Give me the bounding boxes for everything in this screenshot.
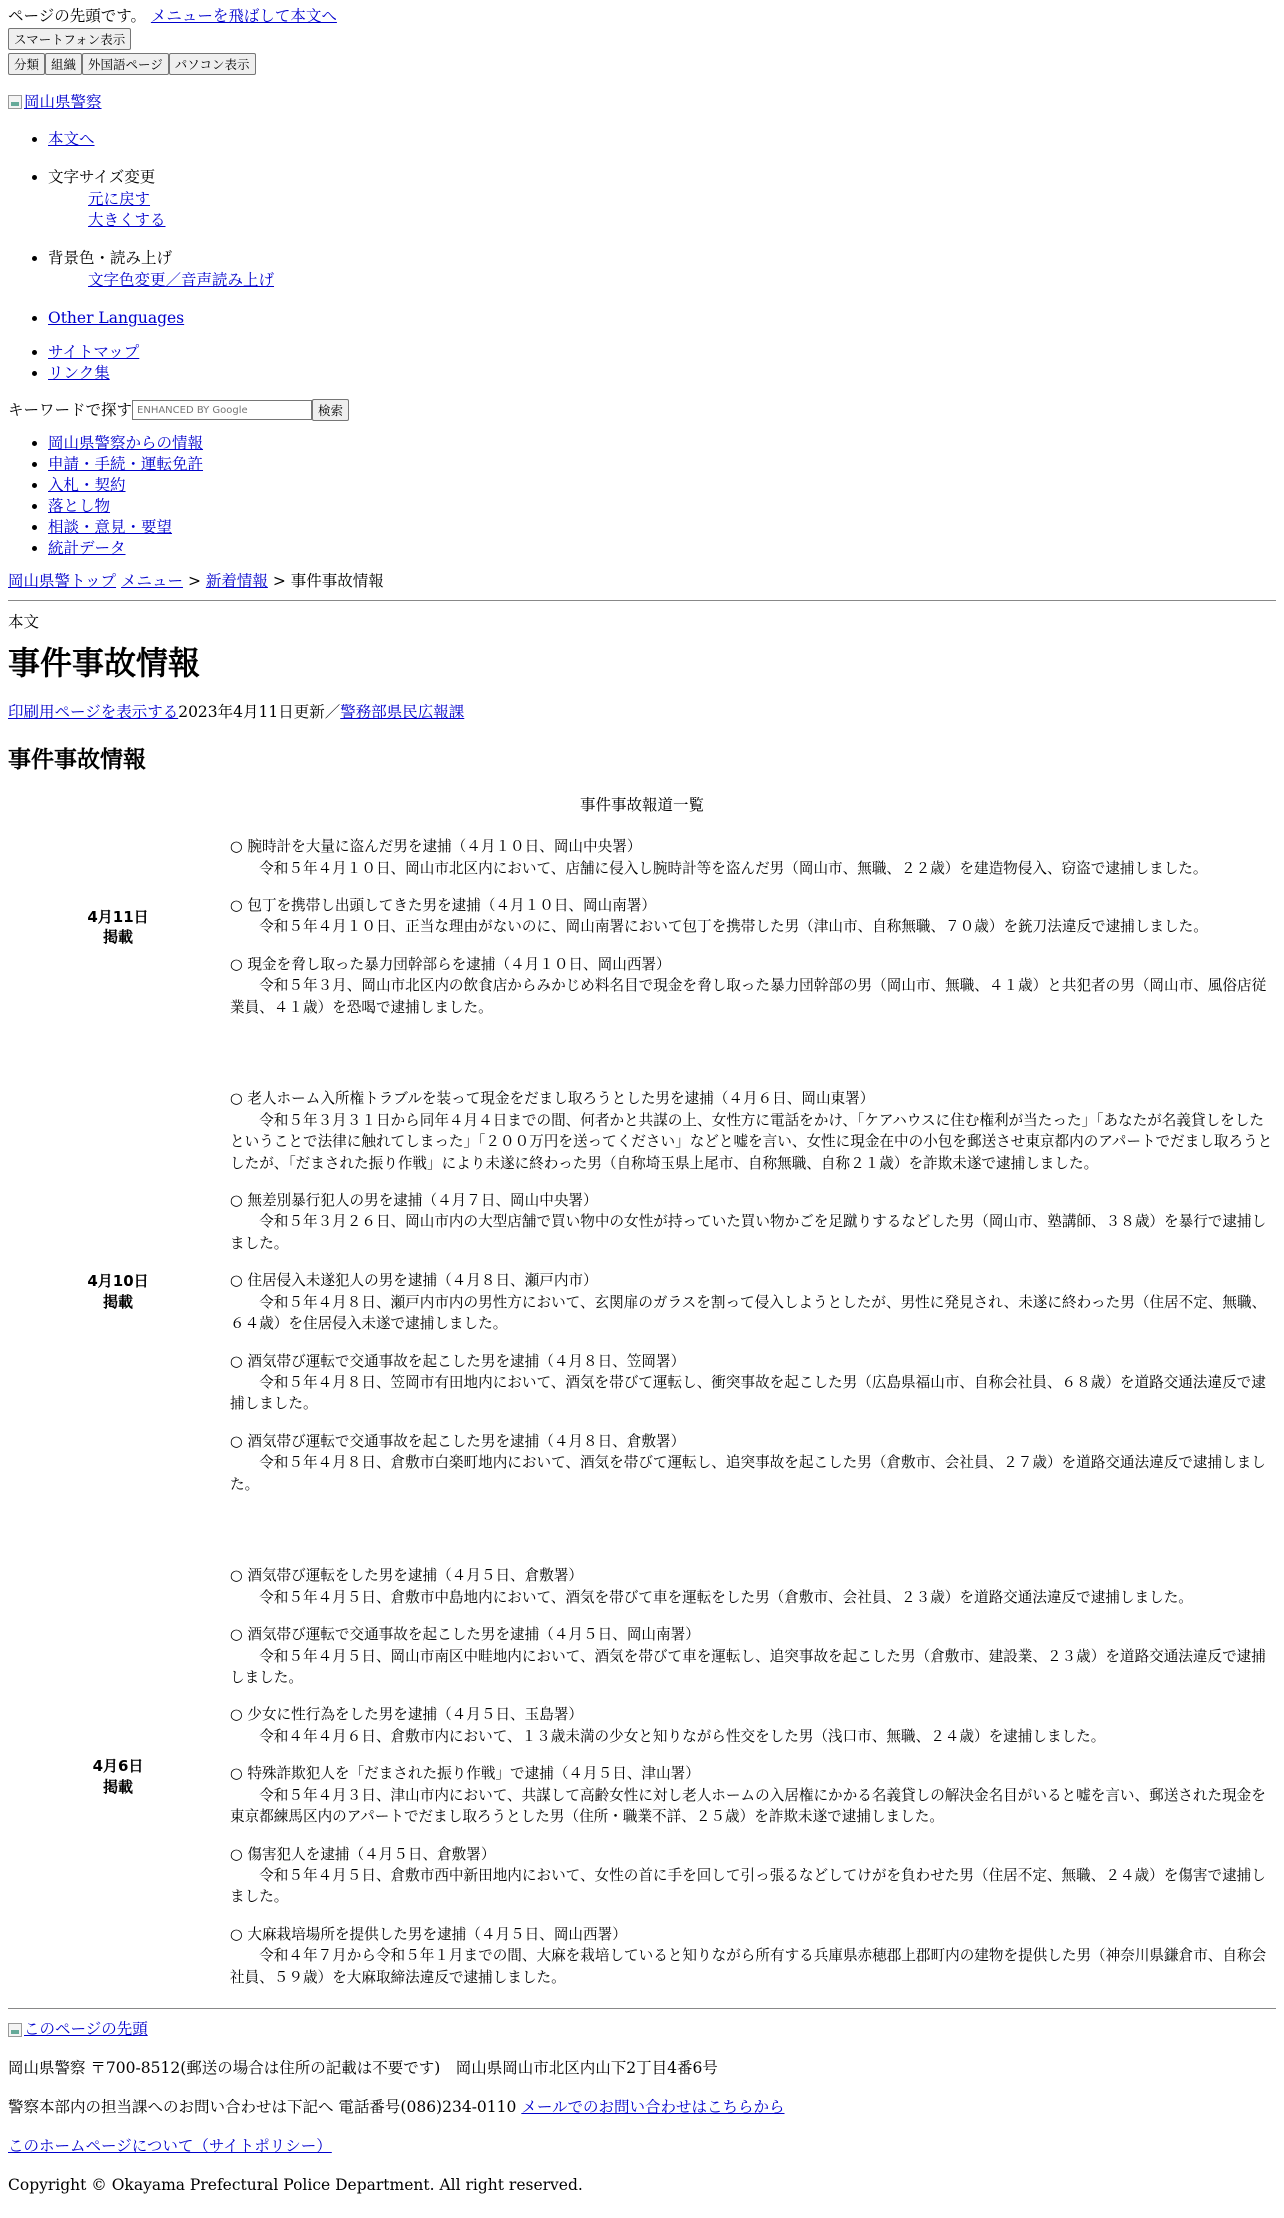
logo-image-icon xyxy=(8,95,22,109)
incident-item xyxy=(230,1351,1274,1415)
breadcrumb-top[interactable]: 岡山県警トップ xyxy=(8,571,117,590)
toolbox-item-languages xyxy=(48,308,1276,329)
arrow-up-icon xyxy=(8,2023,22,2037)
category-button[interactable]: 分類 xyxy=(8,53,45,75)
incident-body: 令和５年４月５日、倉敷市中島地内において、酒気を帯びて車を運転をした男（倉敷市、会社員、２３歳）を道路交通法違反で逮捕しました。 xyxy=(259,1588,1193,1606)
section-title: 事件事故情報 xyxy=(8,747,146,774)
incident-body: 令和５年４月５日、倉敷市西中新田地内において、女性の首に手を回して引っ張るなどしてけがを負わせた男（住居不定、無職、２４歳）を傷害で逮捕しました。 xyxy=(230,1867,1266,1906)
date-cell xyxy=(8,1547,228,2006)
page-top-link-wrap[interactable] xyxy=(8,2019,1276,2040)
contact-text: 警察本部内の担当課へのお問い合わせは下記へ 電話番号(086)234-0110 xyxy=(8,2098,522,2117)
incident-title: ○ 少女に性行為をした男を逮捕（４月５日、玉島署） xyxy=(230,1706,584,1724)
contact-mail-link[interactable]: メールでのお問い合わせはこちらから xyxy=(521,2098,785,2117)
global-nav xyxy=(8,433,1276,559)
incident-item xyxy=(230,1763,1274,1827)
incident-item xyxy=(230,954,1274,1018)
search-button[interactable]: 検索 xyxy=(312,399,349,421)
site-policy-link[interactable]: このホームページについて（サイトポリシー） xyxy=(8,2136,332,2155)
footer-contact xyxy=(8,2097,1276,2118)
nav-item-consultation[interactable]: 相談・意見・要望 xyxy=(48,517,173,536)
incident-item xyxy=(230,1624,1274,1688)
publish-suffix: 掲載 xyxy=(102,928,133,947)
links-link[interactable]: リンク集 xyxy=(48,364,110,383)
breadcrumb-current: 事件事故情報 xyxy=(290,571,384,590)
breadcrumb-separator: > xyxy=(272,571,286,590)
site-logo[interactable] xyxy=(8,91,1276,113)
incident-item xyxy=(230,1270,1274,1334)
utility-buttons xyxy=(8,53,1276,75)
skip-to-content-link[interactable]: メニューを飛ばして本文へ xyxy=(150,7,337,25)
incident-body: 令和５年４月５日、岡山市南区中畦地内において、酒気を帯びて車を運転し、追突事故を起こした男（倉敷市、建設業、２３歳）を道路交通法違反で逮捕しました。 xyxy=(230,1647,1266,1686)
incident-title: ○ 腕時計を大量に盗んだ男を逮捕（４月１０日、岡山中央署） xyxy=(230,838,642,856)
pc-view-button[interactable]: パソコン表示 xyxy=(169,53,256,75)
search-box xyxy=(8,399,1276,421)
breadcrumb-menu[interactable]: メニュー xyxy=(120,571,183,590)
incident-item xyxy=(230,836,1274,879)
table-row xyxy=(8,1547,1276,2006)
print-page-link[interactable]: 印刷用ページを表示する xyxy=(8,703,179,722)
incident-item xyxy=(230,1924,1274,1988)
divider xyxy=(8,2008,1276,2009)
incident-item xyxy=(230,1431,1274,1495)
update-info xyxy=(8,702,1276,723)
department-link[interactable]: 警務部県民広報課 xyxy=(340,703,465,722)
font-reset-link[interactable]: 元に戻す xyxy=(88,189,151,208)
page-title: 事件事故情報 xyxy=(8,643,201,682)
incident-title: ○ 現金を脅し取った暴力団幹部らを逮捕（４月１０日、岡山西署） xyxy=(230,955,671,973)
items-cell xyxy=(228,1070,1276,1513)
publish-date: 4月6日 xyxy=(92,1757,144,1776)
toolbox-item-main xyxy=(48,129,1276,150)
publish-suffix: 掲載 xyxy=(102,1292,133,1311)
font-size-label: 文字サイズ変更 xyxy=(48,167,156,186)
page-top-line xyxy=(8,6,1276,26)
color-label: 背景色・読み上げ xyxy=(48,248,173,267)
incident-item xyxy=(230,1190,1274,1254)
incident-title: ○ 傷害犯人を逮捕（４月５日、倉敷署） xyxy=(230,1845,496,1863)
group-spacer xyxy=(8,1513,1276,1547)
update-date: 2023年4月11日更新／ xyxy=(178,703,341,722)
incident-title: ○ 大麻栽培場所を提供した男を逮捕（４月５日、岡山西署） xyxy=(230,1925,627,1943)
page-top-link[interactable]: このページの先頭 xyxy=(24,2020,148,2039)
incident-body: 令和５年４月８日、倉敷市白楽町地内において、酒気を帯びて運転し、追突事故を起こした男（倉敷市、会社員、２７歳）を道路交通法違反で逮捕しました。 xyxy=(230,1454,1266,1493)
to-main-link[interactable]: 本文へ xyxy=(48,130,95,148)
smartphone-view-button[interactable]: スマートフォン表示 xyxy=(8,28,131,50)
nav-item-bidding[interactable]: 入札・契約 xyxy=(48,476,126,495)
divider xyxy=(8,600,1276,601)
group-spacer xyxy=(8,1036,1276,1070)
main-label: 本文 xyxy=(8,612,40,631)
sitemap-link[interactable]: サイトマップ xyxy=(48,343,140,362)
incident-title: ○ 酒気帯び運転で交通事故を起こした男を逮捕（４月８日、倉敷署） xyxy=(230,1432,686,1450)
nav-item-applications[interactable]: 申請・手続・運転免許 xyxy=(48,455,204,474)
breadcrumb-separator: > xyxy=(187,571,201,590)
table-row xyxy=(8,818,1276,1036)
incident-title: ○ 包丁を携帯し出頭してきた男を逮捕（４月１０日、岡山南署） xyxy=(230,897,657,915)
page-top-text: ページの先頭です。 xyxy=(8,7,146,25)
incident-title: ○ 無差別暴行犯人の男を逮捕（４月７日、岡山中央署） xyxy=(230,1191,598,1209)
color-voice-link[interactable]: 文字色変更／音声読み上げ xyxy=(88,270,275,289)
toolbox-item-color xyxy=(48,248,1276,291)
incident-body: 令和５年３月２６日、岡山市内の大型店舗で買い物中の女性が持っていた買い物かごを足蹴りするなどした男（岡山市、塾講師、３８歳）を暴行で逮捕しました。 xyxy=(230,1213,1267,1252)
incident-item xyxy=(230,1565,1274,1608)
site-links xyxy=(8,342,1276,384)
organization-button[interactable]: 組織 xyxy=(45,53,82,75)
incident-title: ○ 酒気帯び運転をした男を逮捕（４月５日、倉敷署） xyxy=(230,1567,584,1585)
incident-title: ○ 酒気帯び運転で交通事故を起こした男を逮捕（４月５日、岡山南署） xyxy=(230,1626,700,1644)
breadcrumb xyxy=(8,571,1276,592)
font-larger-link[interactable]: 大きくする xyxy=(88,210,166,229)
incident-table xyxy=(8,818,1276,2006)
nav-item-statistics[interactable]: 統計データ xyxy=(48,538,126,557)
nav-item-police-info[interactable]: 岡山県警察からの情報 xyxy=(48,434,204,453)
incident-body: 令和５年３月３１日から同年４月４日までの間、何者かと共謀の上、女性方に電話をかけ、「ケアハウスに住む権利が当たった」「あなたが名義貸しをしたということで法律に触れてしまった」「２００万円を送ってください」などと嘘を言い、女性に現金在中の小包を郵送させ東京都内のアパートでだまし取ろうとしたが、「だまされた振り作戦」により未遂に終わった男（自称埼玉県上尾市、自称無職、自称２１歳）を詐欺未遂で逮捕しました。 xyxy=(230,1111,1273,1172)
date-cell xyxy=(8,1070,228,1513)
search-label: キーワードで探す xyxy=(8,400,133,419)
items-cell xyxy=(228,818,1276,1036)
incident-body: 令和５年４月８日、笠岡市有田地内において、酒気を帯びて運転し、衝突事故を起こした男（広島県福山市、自称会社員、６８歳）を道路交通法違反で逮捕しました。 xyxy=(230,1374,1266,1413)
incident-body: 令和５年４月１０日、正当な理由がないのに、岡山南署において包丁を携帯した男（津山市、自称無職、７０歳）を銃刀法違反で逮捕しました。 xyxy=(259,918,1208,936)
table-row xyxy=(8,1070,1276,1513)
incident-item xyxy=(230,895,1274,938)
incident-body: 令和４年７月から令和５年１月までの間、大麻を栽培していると知りながら所有する兵庫県赤穂郡上郡町内の建物を提供した男（神奈川県鎌倉市、自称会社員、５９歳）を大麻取締法違反で逮捕しました。 xyxy=(230,1947,1267,1986)
logo-link[interactable]: 岡山県警察 xyxy=(24,92,102,111)
table-caption: 事件事故報道一覧 xyxy=(579,796,704,815)
toolbox xyxy=(8,129,1276,328)
footer-address: 岡山県警察 〒700-8512(郵送の場合は住所の記載は不要です) 岡山県岡山市北区内山下2丁目4番6号 xyxy=(8,2059,718,2078)
other-languages-link[interactable]: Other Languages xyxy=(48,308,185,327)
incident-body: 令和４年４月６日、倉敷市内において、１３歳未満の少女と知りながら性交をした男（浅口市、無職、２４歳）を逮捕しました。 xyxy=(259,1727,1106,1745)
foreign-language-button[interactable]: 外国語ページ xyxy=(82,53,169,75)
incident-title: ○ 酒気帯び運転で交通事故を起こした男を逮捕（４月８日、笠岡署） xyxy=(230,1352,686,1370)
publish-suffix: 掲載 xyxy=(102,1777,133,1796)
nav-item-lost-items[interactable]: 落とし物 xyxy=(48,497,111,516)
incident-title: ○ 住居侵入未遂犯人の男を逮捕（４月８日、瀬戸内市） xyxy=(230,1272,598,1290)
copyright: Copyright © Okayama Prefectural Police Department. All right reserved. xyxy=(8,2175,583,2194)
incident-title: ○ 老人ホーム入所権トラブルを装って現金をだまし取ろうとした男を逮捕（４月６日、岡山東署） xyxy=(230,1090,875,1108)
incident-item xyxy=(230,1704,1274,1747)
incident-item xyxy=(230,1844,1274,1908)
incident-item xyxy=(230,1088,1274,1174)
publish-date: 4月11日 xyxy=(87,907,149,926)
incident-title: ○ 特殊詐欺犯人を「だまされた振り作戦」で逮捕（４月５日、津山署） xyxy=(230,1765,700,1783)
search-input[interactable] xyxy=(132,400,312,420)
incident-body: 令和５年４月３日、津山市内において、共謀して高齢女性に対し老人ホームの入居権にかかる名義貸しの解決金名目がいると嘘を言い、郵送された現金を東京都練馬区内のアパートでだまし取ろうとした男（住所・職業不詳、２５歳）を詐欺未遂で逮捕しました。 xyxy=(230,1786,1266,1826)
publish-date: 4月10日 xyxy=(87,1272,149,1291)
incident-body: 令和５年４月８日、瀬戸内市内の男性方において、玄関扉のガラスを割って侵入しようとしたが、男性に発見され、未遂に終わった男（住居不定、無職、６４歳）を住居侵入未遂で逮捕しました。 xyxy=(230,1293,1267,1333)
footer xyxy=(8,2019,1276,2196)
incident-body: 令和５年３月、岡山市北区内の飲食店からみかじめ料名目で現金を脅し取った暴力団幹部の男（岡山市、無職、４１歳）と共犯者の男（岡山市、風俗店従業員、４１歳）を恐喝で逮捕しました。 xyxy=(230,977,1267,1016)
breadcrumb-news[interactable]: 新着情報 xyxy=(205,571,268,590)
toolbox-item-font-size xyxy=(48,167,1276,231)
date-cell xyxy=(8,818,228,1036)
incident-body: 令和５年４月１０日、岡山市北区内において、店舗に侵入し腕時計等を盗んだ男（岡山市、無職、２２歳）を建造物侵入、窃盗で逮捕しました。 xyxy=(259,859,1208,877)
items-cell xyxy=(228,1547,1276,2006)
